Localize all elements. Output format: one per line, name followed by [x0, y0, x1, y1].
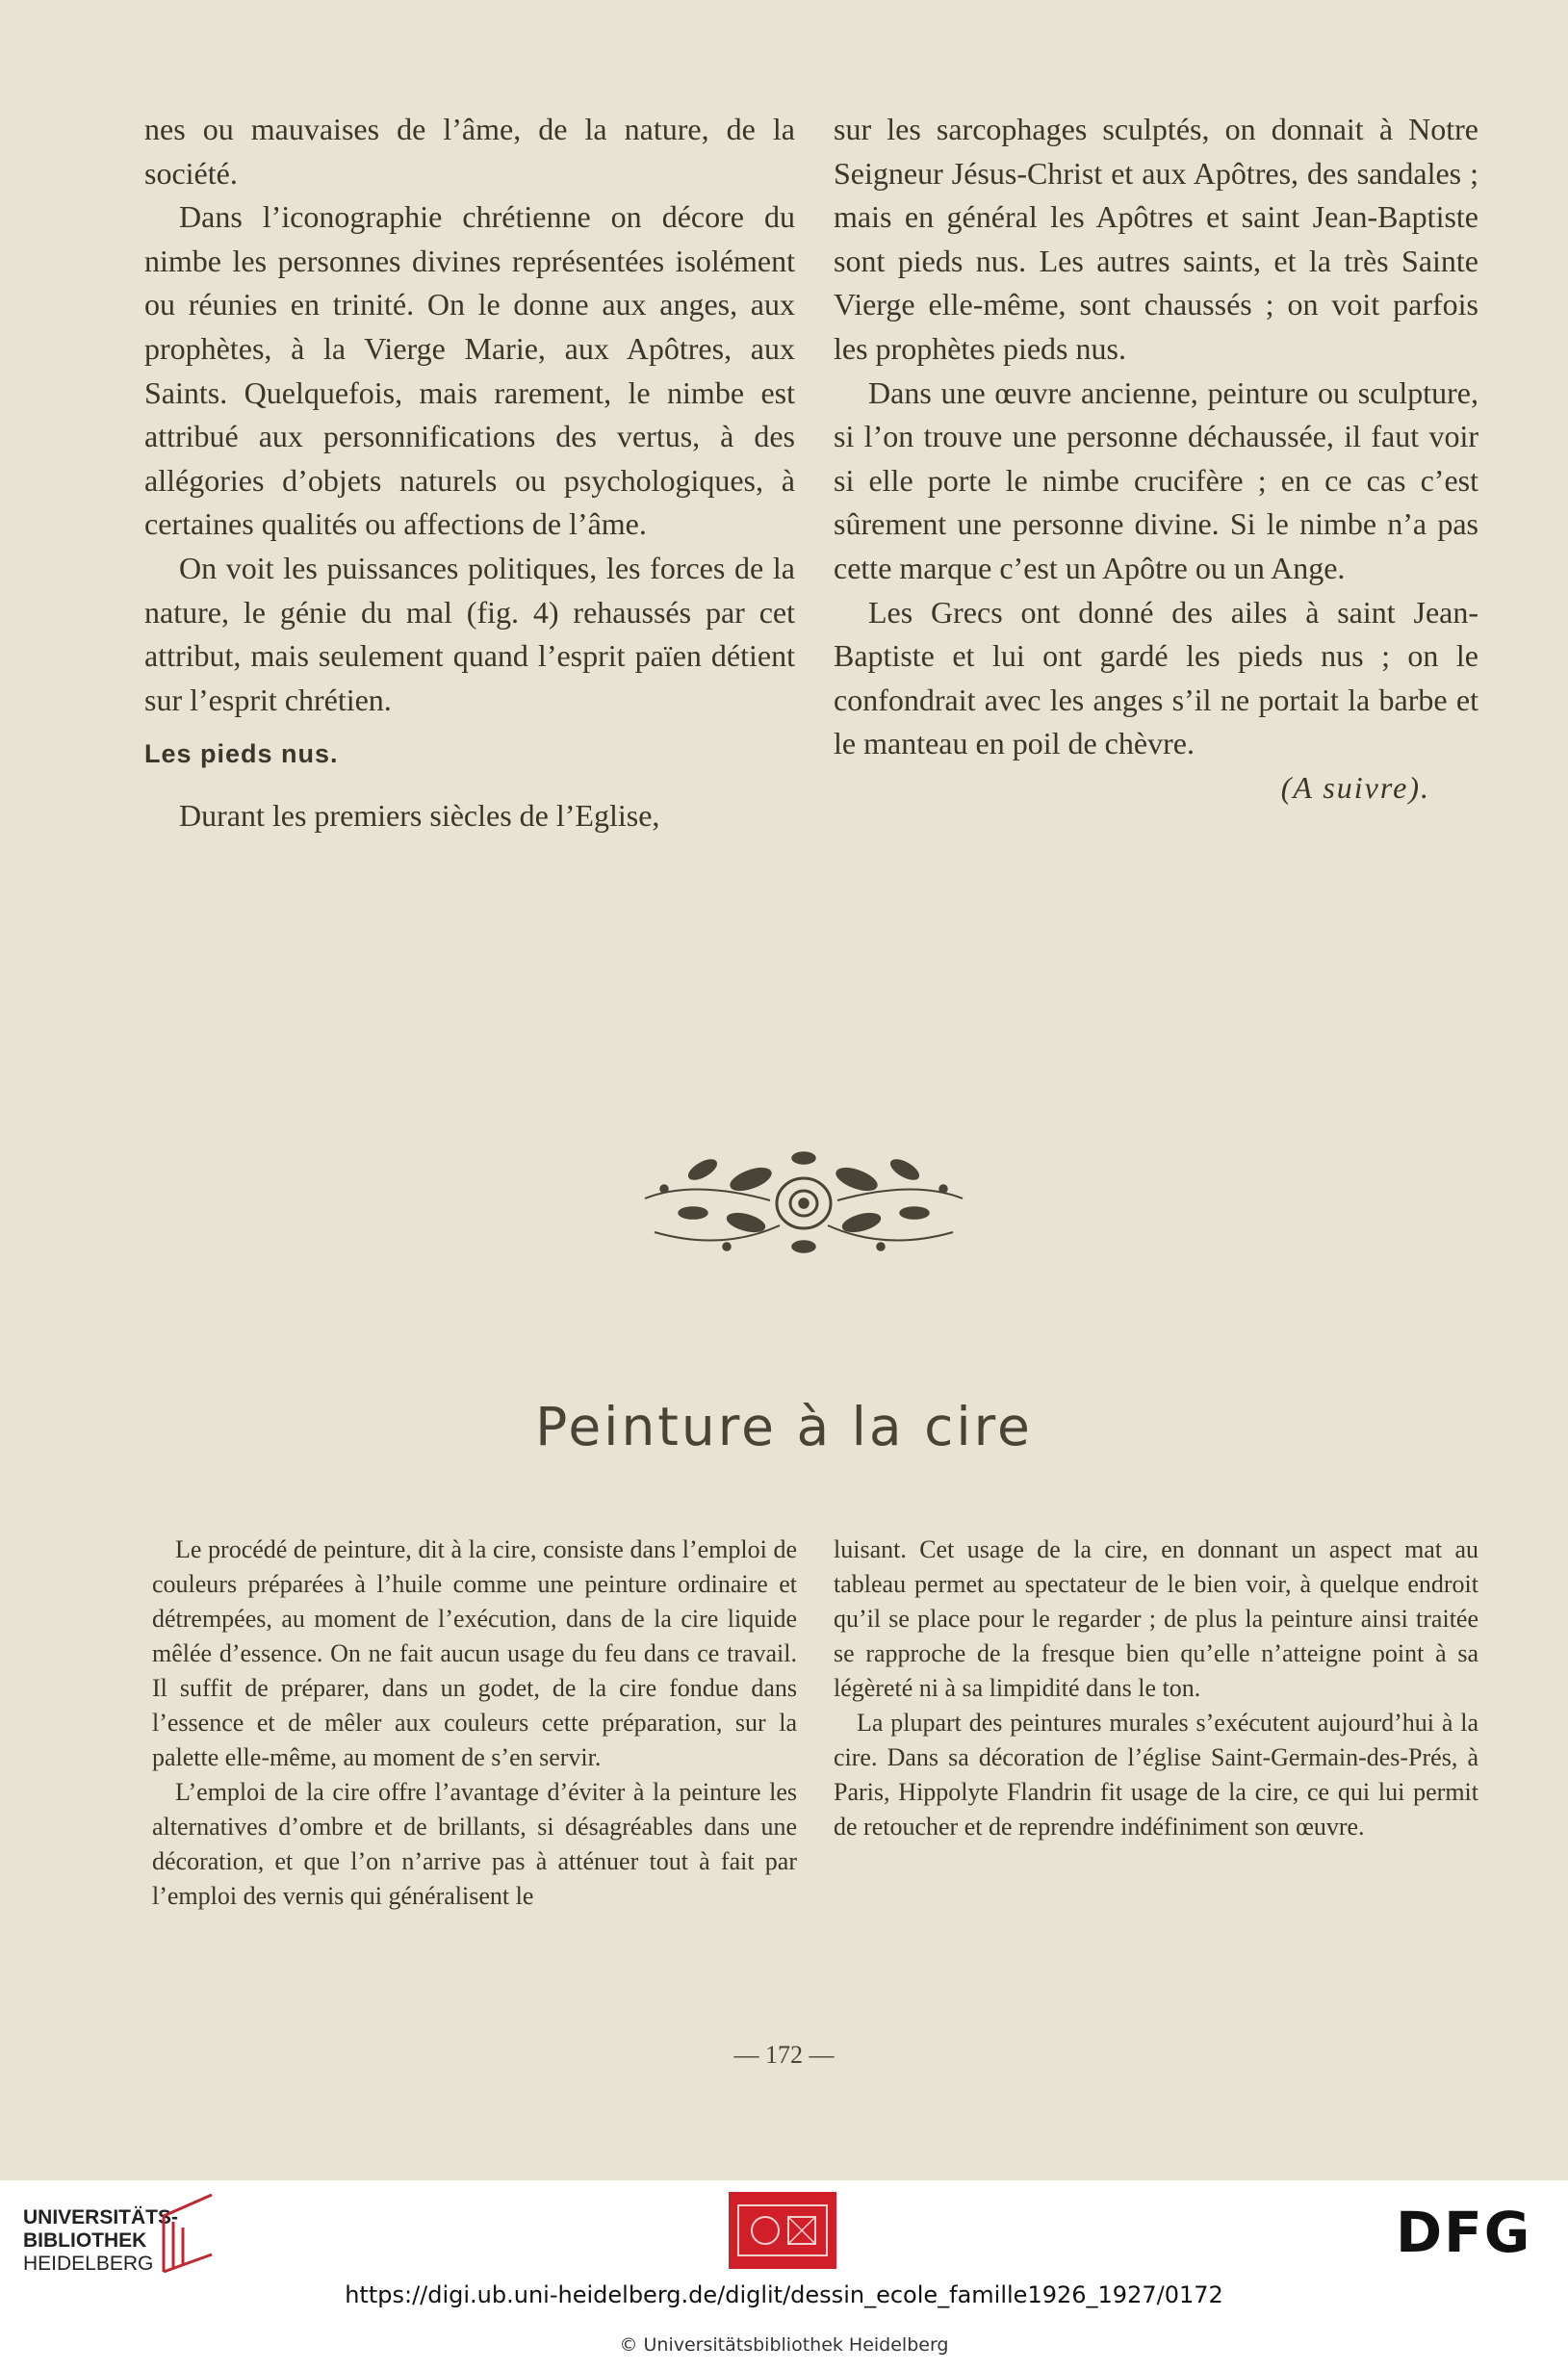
upper-right-column — [834, 108, 1478, 811]
copyright-notice: © Universitätsbibliothek Heidelberg — [619, 2334, 949, 2356]
library-name-line: HEIDELBERG — [23, 2253, 154, 2275]
to-be-continued: (A suivre). — [1280, 769, 1430, 805]
section-heading: Les pieds nus. — [144, 739, 339, 769]
episteme-logo-icon — [729, 2192, 836, 2269]
floral-ornament-icon — [635, 1141, 972, 1266]
paragraph: nes ou mauvaises de l’âme, de la nature, de la société. — [144, 112, 795, 191]
dfg-logo[interactable]: DFG — [1396, 2200, 1532, 2265]
paragraph: Dans une œuvre ancienne, peinture ou sculpture, si l’on trouve une personne déchaussée, il faut voir si elle porte le nimbe crucifère ; en ce cas c’est sûrement une personne divine. Si le nimbe n’a pas cette marque c’est un Apôtre ou un Ange. — [834, 374, 1478, 585]
permalink-url[interactable]: https://digi.ub.uni-heidelberg.de/diglit/dessin_ecole_famille1926_1927/0172 — [345, 2281, 1223, 2308]
paragraph: Durant les premiers siècles de l’Eglise, — [179, 798, 660, 834]
paragraph: Les Grecs ont donné des ailes à saint Jean-Baptiste et lui ont gardé les pieds nus ; on le confondrait avec les anges s’il ne portait la barbe et le manteau en poil de chèvre. — [834, 594, 1478, 761]
episteme-logo[interactable] — [729, 2192, 836, 2269]
article-title: Peinture à la cire — [535, 1396, 1033, 1457]
paragraph: On voit les puissances politiques, les forces de la nature, le génie du mal (fig. 4) rehaussés par cet attribut, mais seulement quand l’esprit païen détient sur l’esprit chrétien. — [144, 550, 795, 717]
paragraph: La plupart des peintures murales s’exécutent aujourd’hui à la cire. Dans sa décoration de l’église Saint-Germain-des-Prés, à Paris, Hippolyte Flandrin fit usage de la cire, ce qui lui permit de retoucher et de reprendre indéfiniment son œuvre. — [834, 1709, 1478, 1841]
lower-right-column — [834, 1533, 1478, 1844]
library-emblem-icon — [154, 2187, 221, 2276]
paragraph: luisant. Cet usage de la cire, en donnant un aspect mat au tableau permet au spectateur de le bien voir, à quelque endroit qu’il se place pour le regarder ; de plus la peinture ainsi traitée se rapproche de la fresque bien qu’elle n’atteigne point à sa légèreté ni à sa limpidité dans le ton. — [834, 1535, 1478, 1702]
paragraph: L’emploi de la cire offre l’avantage d’éviter à la peinture les alternatives d’ombre et de brillants, si désagréables dans une décoration, et que l’on n’arrive pas à atténuer tout à fait par l’emploi des vernis qui généralisent le — [152, 1778, 797, 1910]
paragraph: sur les sarcophages sculptés, on donnait à Notre Seigneur Jésus-Christ et aux Apôtres, des sandales ; mais en général les Apôtres et saint Jean-Baptiste sont pieds nus. Les autres saints, et la très Sainte Vierge elle-même, sont chaussés ; on voit parfois les prophètes pieds nus. — [834, 112, 1478, 366]
library-name-line: BIBLIOTHEK — [23, 2229, 147, 2252]
paragraph: Dans l’iconographie chrétienne on décore du nimbe les personnes divines représentées isolément ou réunies en trinité. On le donne aux anges, aux prophètes, à la Vierge Marie, aux Apôtres, aux Saints. Quelquefois, mais rarement, le nimbe est attribué aux personnifications des vertus, à des allégories d’objets naturels ou psychologiques, à certaines qualités ou affections de l’âme. — [144, 199, 795, 542]
upper-left-column — [144, 108, 795, 838]
lower-left-column — [152, 1533, 797, 1914]
library-name-line: UNIVERSITÄTS- — [23, 2206, 179, 2228]
page-number: — 172 — — [733, 2041, 835, 2069]
paragraph: Le procédé de peinture, dit à la cire, consiste dans l’emploi de couleurs préparées à l’huile comme une peinture ordinaire et détrempées, au moment de l’exécution, dans de la cire liquide mêlée d’essence. On ne fait aucun usage du feu dans ce travail. Il suffit de préparer, dans un godet, de la cire fondue dans l’essence et de mêler aux couleurs cette préparation, sur la palette elle-même, au moment de s’en servir. — [152, 1535, 797, 1771]
